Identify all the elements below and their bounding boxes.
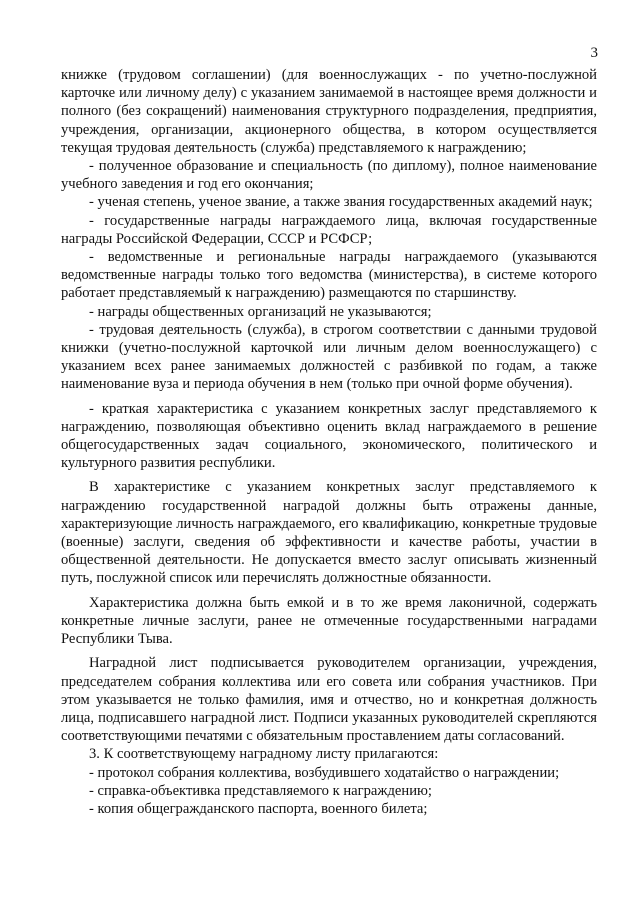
paragraph: - трудовая деятельность (служба), в строгом соответствии с данными трудовой книжки (учетно-послужной карточкой или личным делом военнослужащего) с указанием всех ранее занимаемых должностей с разбивкой по годам, а также наименование вуза и периода обучения в нем (только при очной форме обучения). — [61, 321, 597, 393]
paragraph: - копия общегражданского паспорта, военного билета; — [89, 800, 428, 817]
paragraph: - справка-объективка представляемого к награждению; — [89, 782, 432, 799]
paragraph: Характеристика должна быть емкой и в то же время лаконичной, содержать конкретные личные заслуги, ранее не отмеченные государственными наградами Республики Тыва. — [61, 594, 597, 648]
paragraph: Наградной лист подписывается руководителем организации, учреждения, председателем собрания коллектива или его совета или собрания участников. При этом указывается не только фамилия, имя и отчество, но и конкретная должность лица, подписавшего наградной лист. Подписи указанных руководителей скрепляются соответствующими печатями с обязательным проставлением даты согласований. — [61, 655, 597, 745]
page-number: 3 — [590, 45, 598, 61]
paragraph: книжке (трудовом соглашении) (для военнослужащих - по учетно-послужной карточке или личному делу) с указанием занимаемой в настоящее время должности и полного (без сокращений) наименования структурного подразделения, предприятия, учреждения, организации, акционерного общества, в котором осуществляется текущая трудовая деятельность (служба) представляемого к награждению; — [61, 67, 597, 156]
paragraph: - ученая степень, ученое звание, а также звания государственных академий наук; — [89, 194, 593, 211]
paragraph: В характеристике с указанием конкретных заслуг представляемого к награждению государственной наградой должны быть отражены данные, характеризующие личность награждаемого, его квалификацию, конкретные трудовые (военные) заслуги, сведения об эффективности и качестве работы, участии в общественной деятельности. Не допускается вместо заслуг описывать жизненный путь, послужной список или перечислять должностные обязанности. — [61, 479, 597, 587]
paragraph: - полученное образование и специальность (по диплому), полное наименование учебного заведения и год его окончания; — [61, 158, 597, 193]
paragraph: - награды общественных организаций не указываются; — [89, 303, 432, 320]
paragraph: - государственные награды награждаемого лица, включая государственные награды Российской Федерации, СССР и РСФСР; — [61, 212, 597, 247]
paragraph: - ведомственные и региональные награды награждаемого (указываются ведомственные награды только того ведомства (министерства), в системе которого работает представляемый к награждению) размещаются по старшинству. — [61, 249, 597, 302]
paragraph: - краткая характеристика с указанием конкретных заслуг представляемого к награждению, позволяющая объективно оценить вклад награждаемого в решение общегосударственных задач социального, экономического, политического и культурного развития республики. — [61, 400, 597, 472]
paragraph: 3. К соответствующему наградному листу прилагаются: — [89, 746, 439, 763]
paragraph: - протокол собрания коллектива, возбудившего ходатайство о награждении; — [89, 764, 560, 781]
document-body — [61, 66, 597, 818]
